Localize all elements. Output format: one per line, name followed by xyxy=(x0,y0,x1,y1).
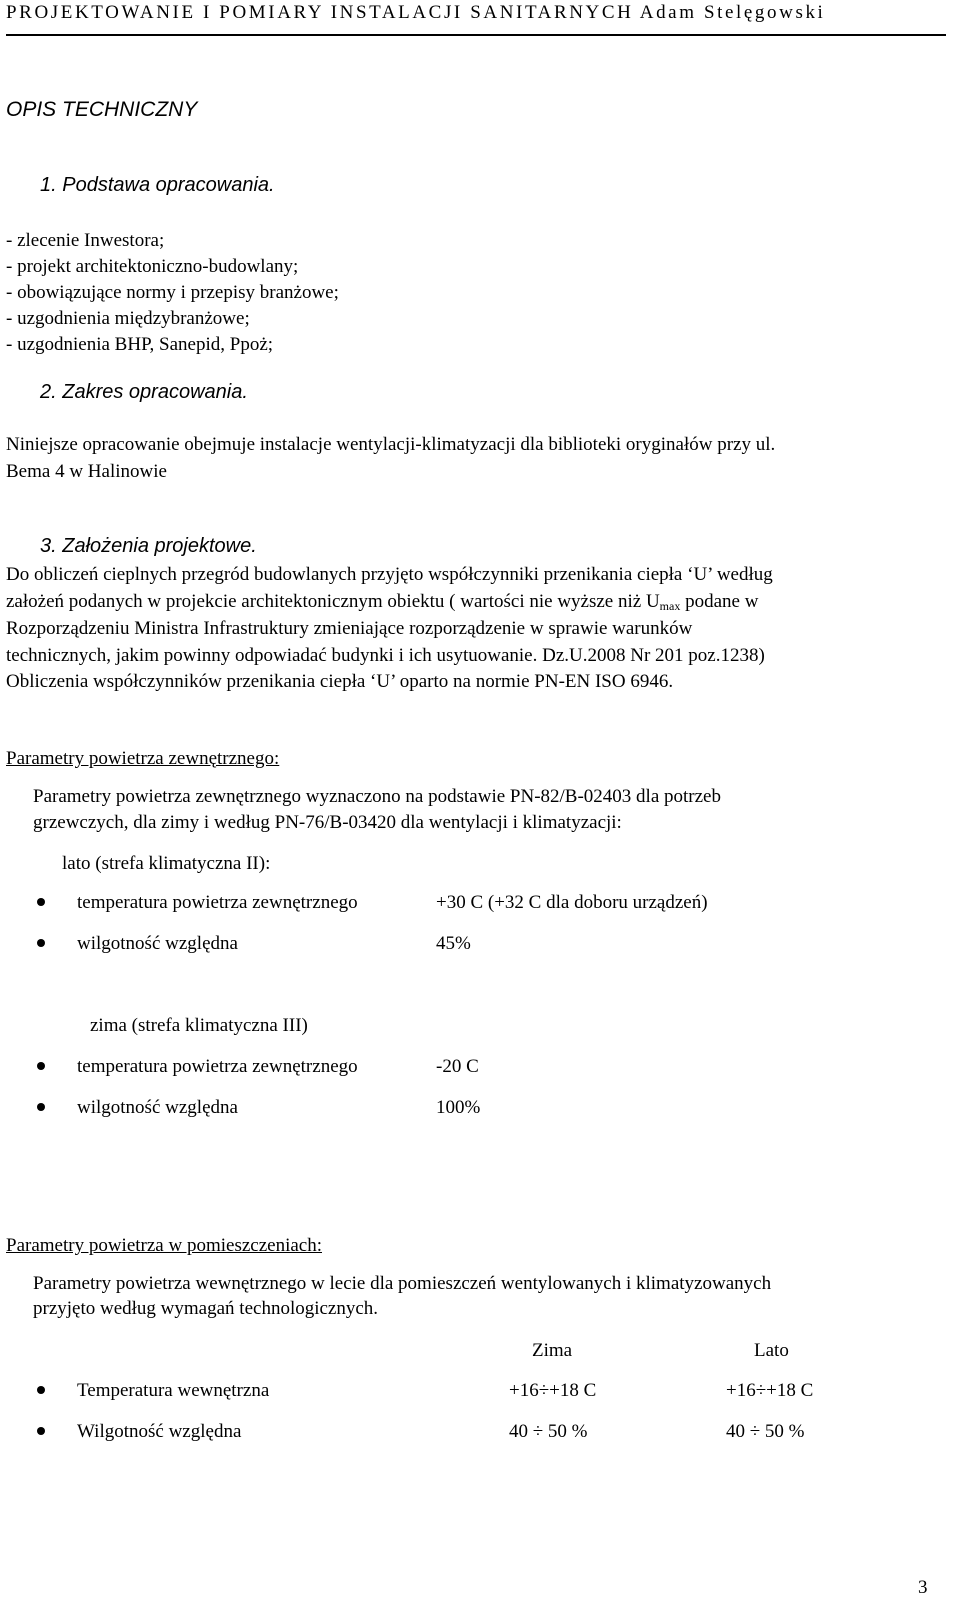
indoor-intro-line: przyjęto według wymagań technologicznych. xyxy=(33,1298,379,1319)
page-number: 3 xyxy=(918,1577,928,1598)
indoor-intro-line: Parametry powietrza wewnętrznego w lecie dla pomieszczeń wentylowanych i klimatyzowanych xyxy=(33,1273,772,1294)
param-value: -20 C xyxy=(436,1056,479,1077)
section-3-text-line: technicznych, jakim powinny odpowiadać budynki i ich usytuowanie. Dz.U.2008 Nr 201 poz.1238) xyxy=(6,645,765,666)
bullet xyxy=(37,1062,45,1070)
indoor-row-summer: 40 ÷ 50 % xyxy=(726,1421,805,1442)
param-label: temperatura powietrza zewnętrznego xyxy=(77,892,358,913)
section-2-text-line: Bema 4 w Halinowie xyxy=(6,461,167,482)
indoor-row-summer: +16÷+18 C xyxy=(726,1380,814,1401)
outdoor-intro-line: grzewczych, dla zimy i według PN-76/B-03420 dla wentylacji i klimatyzacji: xyxy=(33,812,622,833)
summer-label: lato (strefa klimatyczna II): xyxy=(62,853,271,874)
section-1-item: - uzgodnienia BHP, Sanepid, Ppoż; xyxy=(6,334,274,355)
section-2-heading: 2. Zakres opracowania. xyxy=(40,381,248,403)
section-1-heading: 1. Podstawa opracowania. xyxy=(40,174,275,196)
bullet xyxy=(37,898,45,906)
header-rule xyxy=(6,34,946,36)
param-label: temperatura powietrza zewnętrznego xyxy=(77,1056,358,1077)
outdoor-intro-line: Parametry powietrza zewnętrznego wyznaczono na podstawie PN-82/B-02403 dla potrzeb xyxy=(33,786,721,807)
section-1-item: - zlecenie Inwestora; xyxy=(6,230,165,251)
section-1-item: - uzgodnienia międzybranżowe; xyxy=(6,308,250,329)
section-1-item: - obowiązujące normy i przepisy branżowe; xyxy=(6,282,339,303)
param-value: 100% xyxy=(436,1097,481,1118)
param-label: wilgotność względna xyxy=(77,1097,238,1118)
bullet xyxy=(37,1103,45,1111)
section-1-item: - projekt architektoniczno-budowlany; xyxy=(6,256,299,277)
bullet xyxy=(37,1386,45,1394)
section-3-text-line xyxy=(6,589,758,619)
section-3-text-fragment: podane w xyxy=(680,591,759,612)
section-3-text-line: Do obliczeń cieplnych przegród budowlanych przyjęto współczynniki przenikania ciepła ‘U’ według xyxy=(6,564,773,585)
column-header-summer: Lato xyxy=(754,1340,789,1361)
column-header-winter: Zima xyxy=(532,1340,573,1361)
section-3-text-fragment: założeń podanych w projekcie architektonicznym obiektu ( wartości nie wyższe niż U xyxy=(6,591,660,612)
section-3-text-line: Rozporządzeniu Ministra Infrastruktury zmieniające rozporządzenie w sprawie warunków xyxy=(6,618,693,639)
param-label: wilgotność względna xyxy=(77,933,238,954)
section-2-text-line: Niniejsze opracowanie obejmuje instalacje wentylacji-klimatyzacji dla biblioteki oryginałów przy ul. xyxy=(6,434,776,455)
document-title: OPIS TECHNICZNY xyxy=(6,98,198,121)
param-value: 45% xyxy=(436,933,471,954)
bullet xyxy=(37,1427,45,1435)
bullet xyxy=(37,939,45,947)
u-max-subscript: max xyxy=(659,599,681,613)
param-value: +30 C (+32 C dla doboru urządzeń) xyxy=(436,892,708,913)
page-header: PROJEKTOWANIE I POMIARY INSTALACJI SANITARNYCH Adam Stelęgowski xyxy=(6,2,826,23)
indoor-params-heading: Parametry powietrza w pomieszczeniach: xyxy=(6,1235,322,1256)
outdoor-params-heading: Parametry powietrza zewnętrznego: xyxy=(6,748,280,769)
section-3-text-line: Obliczenia współczynników przenikania ciepła ‘U’ oparto na normie PN-EN ISO 6946. xyxy=(6,671,674,692)
indoor-row-label: Temperatura wewnętrzna xyxy=(77,1380,270,1401)
indoor-row-winter: 40 ÷ 50 % xyxy=(509,1421,588,1442)
section-3-heading: 3. Założenia projektowe. xyxy=(40,535,257,557)
indoor-row-label: Wilgotność względna xyxy=(77,1421,242,1442)
winter-label: zima (strefa klimatyczna III) xyxy=(90,1015,308,1036)
indoor-row-winter: +16÷+18 C xyxy=(509,1380,597,1401)
